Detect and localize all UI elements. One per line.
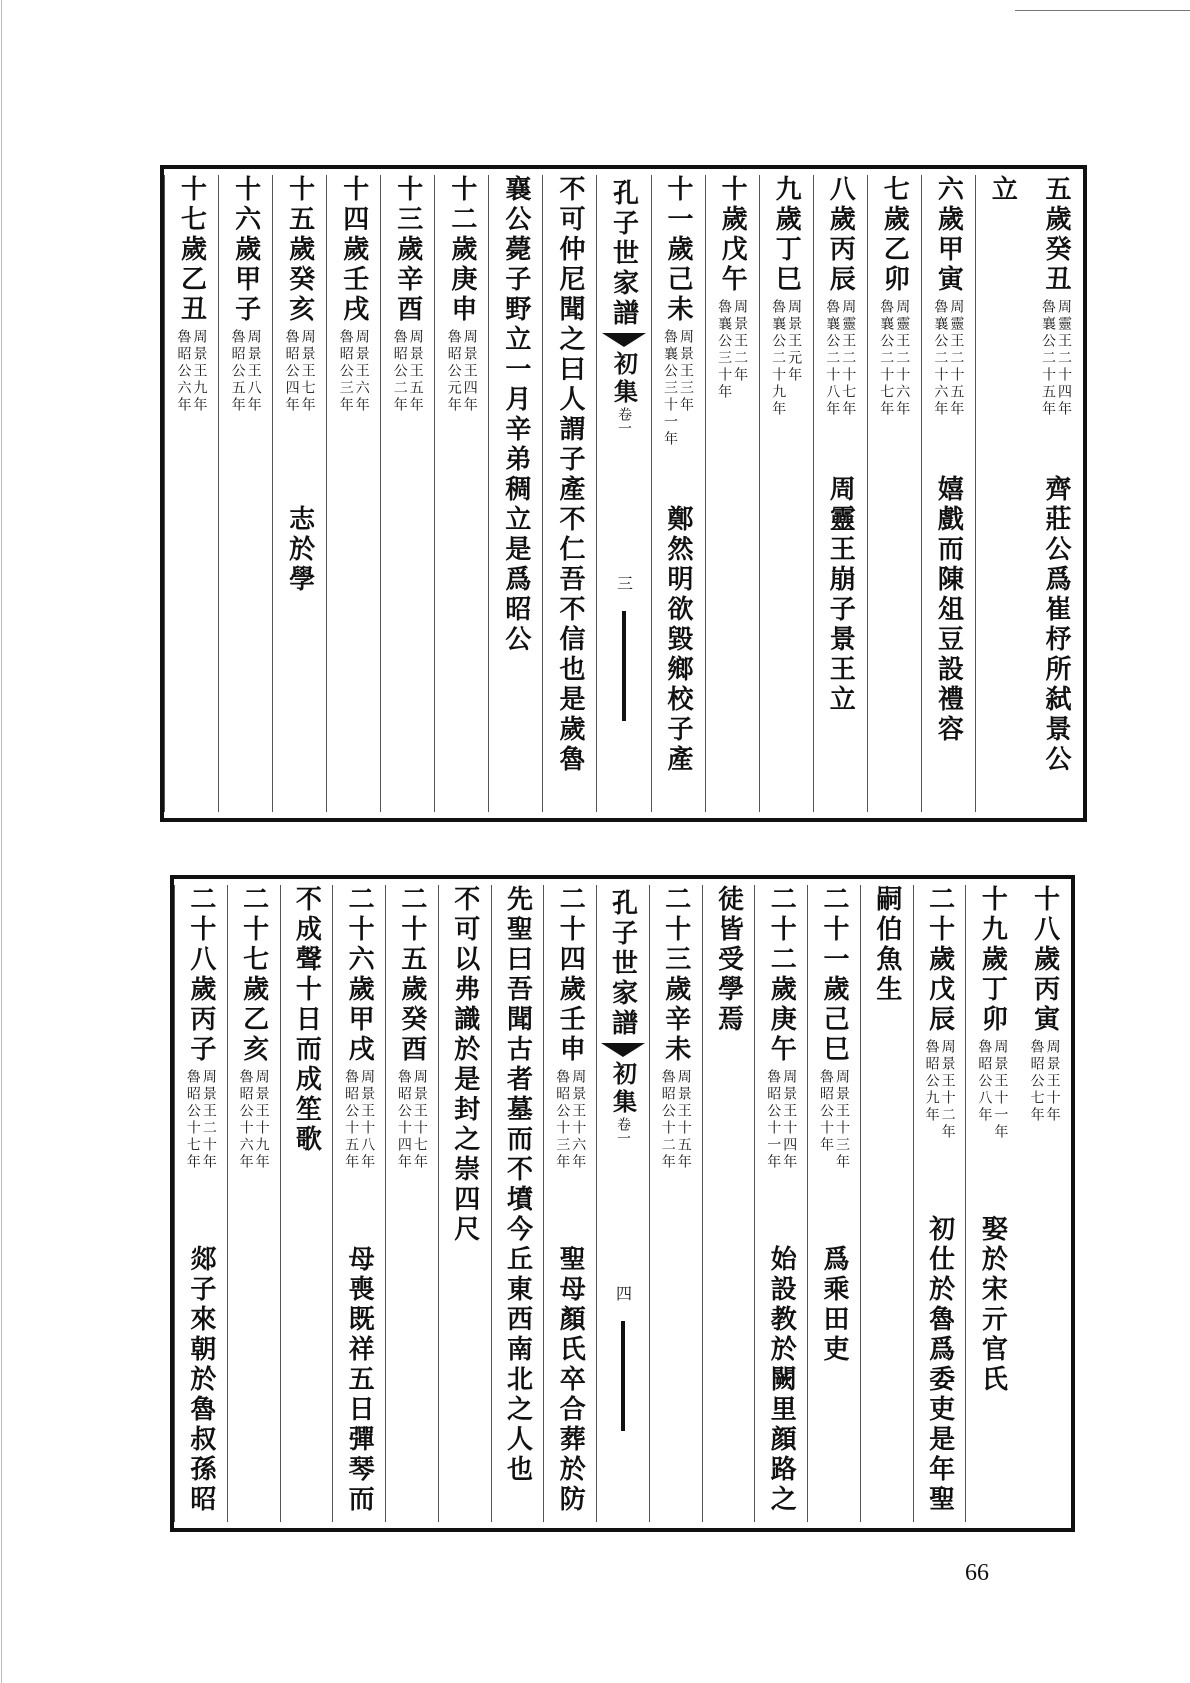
text-column (1018, 885, 1071, 1522)
continuation-text: 齊莊公爲崔杼所弑景公 (1040, 475, 1071, 775)
annotation-line: 周景王八年 (245, 329, 262, 414)
annotation-line: 周景王元年 (786, 299, 803, 384)
annotation-line: 周景王十四年 (781, 1069, 798, 1171)
annotation-line: 魯昭公八年 (976, 1039, 993, 1124)
annotation-pair (446, 325, 478, 499)
main-text: 二十八歲丙子 (185, 885, 216, 1065)
main-text: 不成聲十日而成笙歌 (291, 885, 322, 1155)
annotation-pair (392, 325, 424, 499)
annotation-line: 魯昭公五年 (229, 329, 246, 414)
main-text: 十二歲庚申 (446, 175, 477, 325)
annotation-pair (1029, 1035, 1061, 1209)
text-column (813, 175, 867, 812)
main-text: 先聖曰吾聞古者墓而不墳今丘東西南北之人也 (502, 885, 533, 1485)
main-text: 嗣伯魚生 (871, 885, 902, 1005)
annotation-pair (343, 1065, 375, 1239)
main-text: 八歲丙辰 (825, 175, 856, 295)
text-column (543, 885, 596, 1522)
continuation-text: 聖母顏氏卒合葬於防 (555, 1245, 586, 1515)
book-title: 孔子世家譜 (608, 179, 639, 329)
text-column (438, 885, 491, 1522)
annotation-line: 魯昭公十二年 (659, 1069, 676, 1171)
annotation-pair (818, 1065, 850, 1239)
continuation-text: 始設教於闕里顔路之 (766, 1245, 797, 1515)
text-column (965, 885, 1018, 1522)
text-column (218, 175, 272, 812)
main-text: 立 (987, 175, 1018, 205)
annotation-pair (878, 295, 910, 469)
text-column (975, 175, 1029, 812)
fishtail-mark (602, 333, 646, 347)
annotation-line: 魯昭公七年 (1028, 1039, 1045, 1124)
main-text: 不可以弗識於是封之崇四尺 (449, 885, 480, 1245)
text-column (272, 175, 326, 812)
main-text: 二十四歲壬申 (555, 885, 586, 1065)
annotation-pair (932, 295, 964, 469)
main-text: 徒皆受學焉 (713, 885, 744, 1035)
text-column (649, 885, 702, 1522)
annotation-line: 魯襄公二十五年 (1039, 299, 1056, 418)
annotation-pair (176, 325, 208, 499)
header-column (596, 175, 650, 812)
annotation-line: 周景王十三年 (834, 1069, 851, 1171)
annotation-pair (554, 1065, 586, 1239)
annotation-line: 周景王十二年 (939, 1039, 956, 1141)
annotation-line: 魯昭公十六年 (237, 1069, 254, 1171)
annotation-line: 魯昭公九年 (923, 1039, 940, 1124)
main-text: 二十一歲己巳 (819, 885, 850, 1065)
annotation-line: 周景王十五年 (675, 1069, 692, 1171)
main-text: 十歲戊午 (717, 175, 748, 295)
annotation-line: 魯襄公三十一年 (662, 329, 679, 448)
text-column (705, 175, 759, 812)
continuation-text: 爲乘田吏 (819, 1245, 850, 1365)
main-text: 十一歲己未 (663, 175, 694, 325)
annotation-line: 魯襄公三十年 (716, 299, 733, 401)
annotation-pair (284, 325, 316, 499)
text-column (434, 175, 488, 812)
text-column (867, 175, 921, 812)
annotation-pair (662, 325, 694, 499)
continuation-text: 郯子來朝於魯叔孫昭 (185, 1245, 216, 1515)
book-title: 孔子世家譜 (607, 889, 638, 1039)
annotation-pair (716, 295, 748, 469)
fishtail-mark (601, 1043, 645, 1057)
annotation-line: 魯昭公十一年 (765, 1069, 782, 1171)
annotation-line: 周景王九年 (191, 329, 208, 414)
annotation-line: 周靈王二十六年 (894, 299, 911, 418)
page-edge-line (1, 0, 2, 1683)
annotation-pair (1040, 295, 1072, 469)
annotation-line: 周靈王二十五年 (948, 299, 965, 418)
text-column (759, 175, 813, 812)
continuation-text: 志於學 (284, 505, 315, 595)
annotation-line: 魯襄公二十六年 (932, 299, 949, 418)
annotation-line: 周景王三年 (678, 329, 695, 414)
annotation-line: 魯昭公十三年 (554, 1069, 571, 1171)
annotation-line: 魯襄公二十七年 (878, 299, 895, 418)
annotation-line: 周景王十九年 (253, 1069, 270, 1171)
annotation-line: 周景王二十年 (200, 1069, 217, 1171)
main-text: 六歲甲寅 (933, 175, 964, 295)
text-column (491, 885, 544, 1522)
annotation-line: 魯昭公十七年 (184, 1069, 201, 1171)
annotation-line: 周景王十一年 (992, 1039, 1009, 1141)
continuation-text: 鄭然明欲毀鄉校子產 (663, 505, 694, 775)
text-column (488, 175, 542, 812)
annotation-line: 魯襄公二十九年 (770, 299, 787, 418)
text-column (164, 175, 218, 812)
text-column (913, 885, 966, 1522)
annotation-pair (660, 1065, 692, 1239)
main-text: 十八歲丙寅 (1029, 885, 1060, 1035)
text-column (385, 885, 438, 1522)
text-column (326, 175, 380, 812)
main-text: 二十二歲庚午 (766, 885, 797, 1065)
annotation-line: 魯昭公四年 (283, 329, 300, 414)
main-text: 十五歲癸亥 (284, 175, 315, 325)
continuation-text: 初仕於魯爲委吏是年聖 (924, 1215, 955, 1515)
main-text: 七歲乙卯 (879, 175, 910, 295)
leaf-number: 四 (613, 1285, 633, 1301)
main-text: 十七歲乙丑 (176, 175, 207, 325)
text-column (332, 885, 385, 1522)
main-text: 十六歲甲子 (230, 175, 261, 325)
top-page-panel (160, 165, 1087, 822)
annotation-line: 魯昭公十四年 (395, 1069, 412, 1171)
annotation-line: 魯昭公六年 (175, 329, 192, 414)
annotation-line: 周景王四年 (461, 329, 478, 414)
annotation-line: 魯昭公十五年 (343, 1069, 360, 1171)
annotation-pair (924, 1035, 956, 1209)
annotation-line: 周景王十七年 (411, 1069, 428, 1171)
main-text: 十三歲辛酉 (392, 175, 423, 325)
main-text: 十四歲壬戌 (338, 175, 369, 325)
continuation-text: 周靈王崩子景王立 (825, 475, 856, 715)
annotation-line: 周景王六年 (353, 329, 370, 414)
leaf-number: 三 (614, 575, 634, 591)
annotation-line: 周景王五年 (407, 329, 424, 414)
text-column (921, 175, 975, 812)
annotation-line: 周靈王二十四年 (1055, 299, 1072, 418)
annotation-pair (765, 1065, 797, 1239)
main-text: 二十六歲甲戌 (344, 885, 375, 1065)
text-column (860, 885, 913, 1522)
top-rule (1015, 10, 1190, 11)
text-column (280, 885, 333, 1522)
annotation-line: 魯昭公十年 (818, 1069, 835, 1154)
text-column (754, 885, 807, 1522)
annotation-line: 周景王十六年 (570, 1069, 587, 1171)
margin-bar (621, 1321, 625, 1431)
continuation-text: 娶於宋亓官氏 (977, 1215, 1008, 1395)
volume-number: 卷一 (614, 1117, 631, 1145)
annotation-line: 周景王七年 (299, 329, 316, 414)
continuation-text: 母喪既祥五日彈琴而 (344, 1245, 375, 1515)
annotation-line: 魯昭公二年 (391, 329, 408, 414)
annotation-line: 魯昭公三年 (337, 329, 354, 414)
text-column (174, 885, 227, 1522)
annotation-pair (770, 295, 802, 469)
annotation-pair (824, 295, 856, 469)
text-column (1029, 175, 1083, 812)
main-text: 不可仲尼聞之曰人謂子產不仁吾不信也是歲魯 (554, 175, 585, 775)
main-text: 二十歲戊辰 (924, 885, 955, 1035)
bottom-page-panel (170, 875, 1075, 1532)
main-text: 二十五歲癸酉 (396, 885, 427, 1065)
page-number: 66 (965, 1560, 989, 1586)
annotation-pair (185, 1065, 217, 1239)
annotation-pair (396, 1065, 428, 1239)
main-text: 九歲丁巳 (771, 175, 802, 295)
annotation-pair (230, 325, 262, 499)
text-column (807, 885, 860, 1522)
annotation-line: 周景王十年 (1044, 1039, 1061, 1124)
text-column (380, 175, 434, 812)
annotation-pair (238, 1065, 270, 1239)
annotation-line: 周靈王二十七年 (840, 299, 857, 418)
annotation-pair (338, 325, 370, 499)
annotation-line: 魯襄公二十八年 (824, 299, 841, 418)
continuation-text: 嬉戲而陳俎豆設禮容 (933, 475, 964, 745)
main-text: 十九歲丁卯 (977, 885, 1008, 1035)
text-column (702, 885, 755, 1522)
annotation-line: 周景王二年 (732, 299, 749, 384)
annotation-line: 魯昭公元年 (445, 329, 462, 414)
volume-label: 初集 (609, 351, 639, 407)
volume-number: 卷一 (615, 407, 632, 435)
main-text: 襄公薨子野立一月辛弟稠立是爲昭公 (500, 175, 531, 655)
main-text: 二十七歲乙亥 (238, 885, 269, 1065)
volume-label: 初集 (608, 1061, 638, 1117)
text-column (542, 175, 596, 812)
text-column (227, 885, 280, 1522)
header-column (596, 885, 649, 1522)
main-text: 二十三歲辛未 (660, 885, 691, 1065)
annotation-pair (976, 1035, 1008, 1209)
annotation-line: 周景王十八年 (359, 1069, 376, 1171)
text-column (651, 175, 705, 812)
main-text: 五歲癸丑 (1040, 175, 1071, 295)
margin-bar (622, 611, 626, 721)
